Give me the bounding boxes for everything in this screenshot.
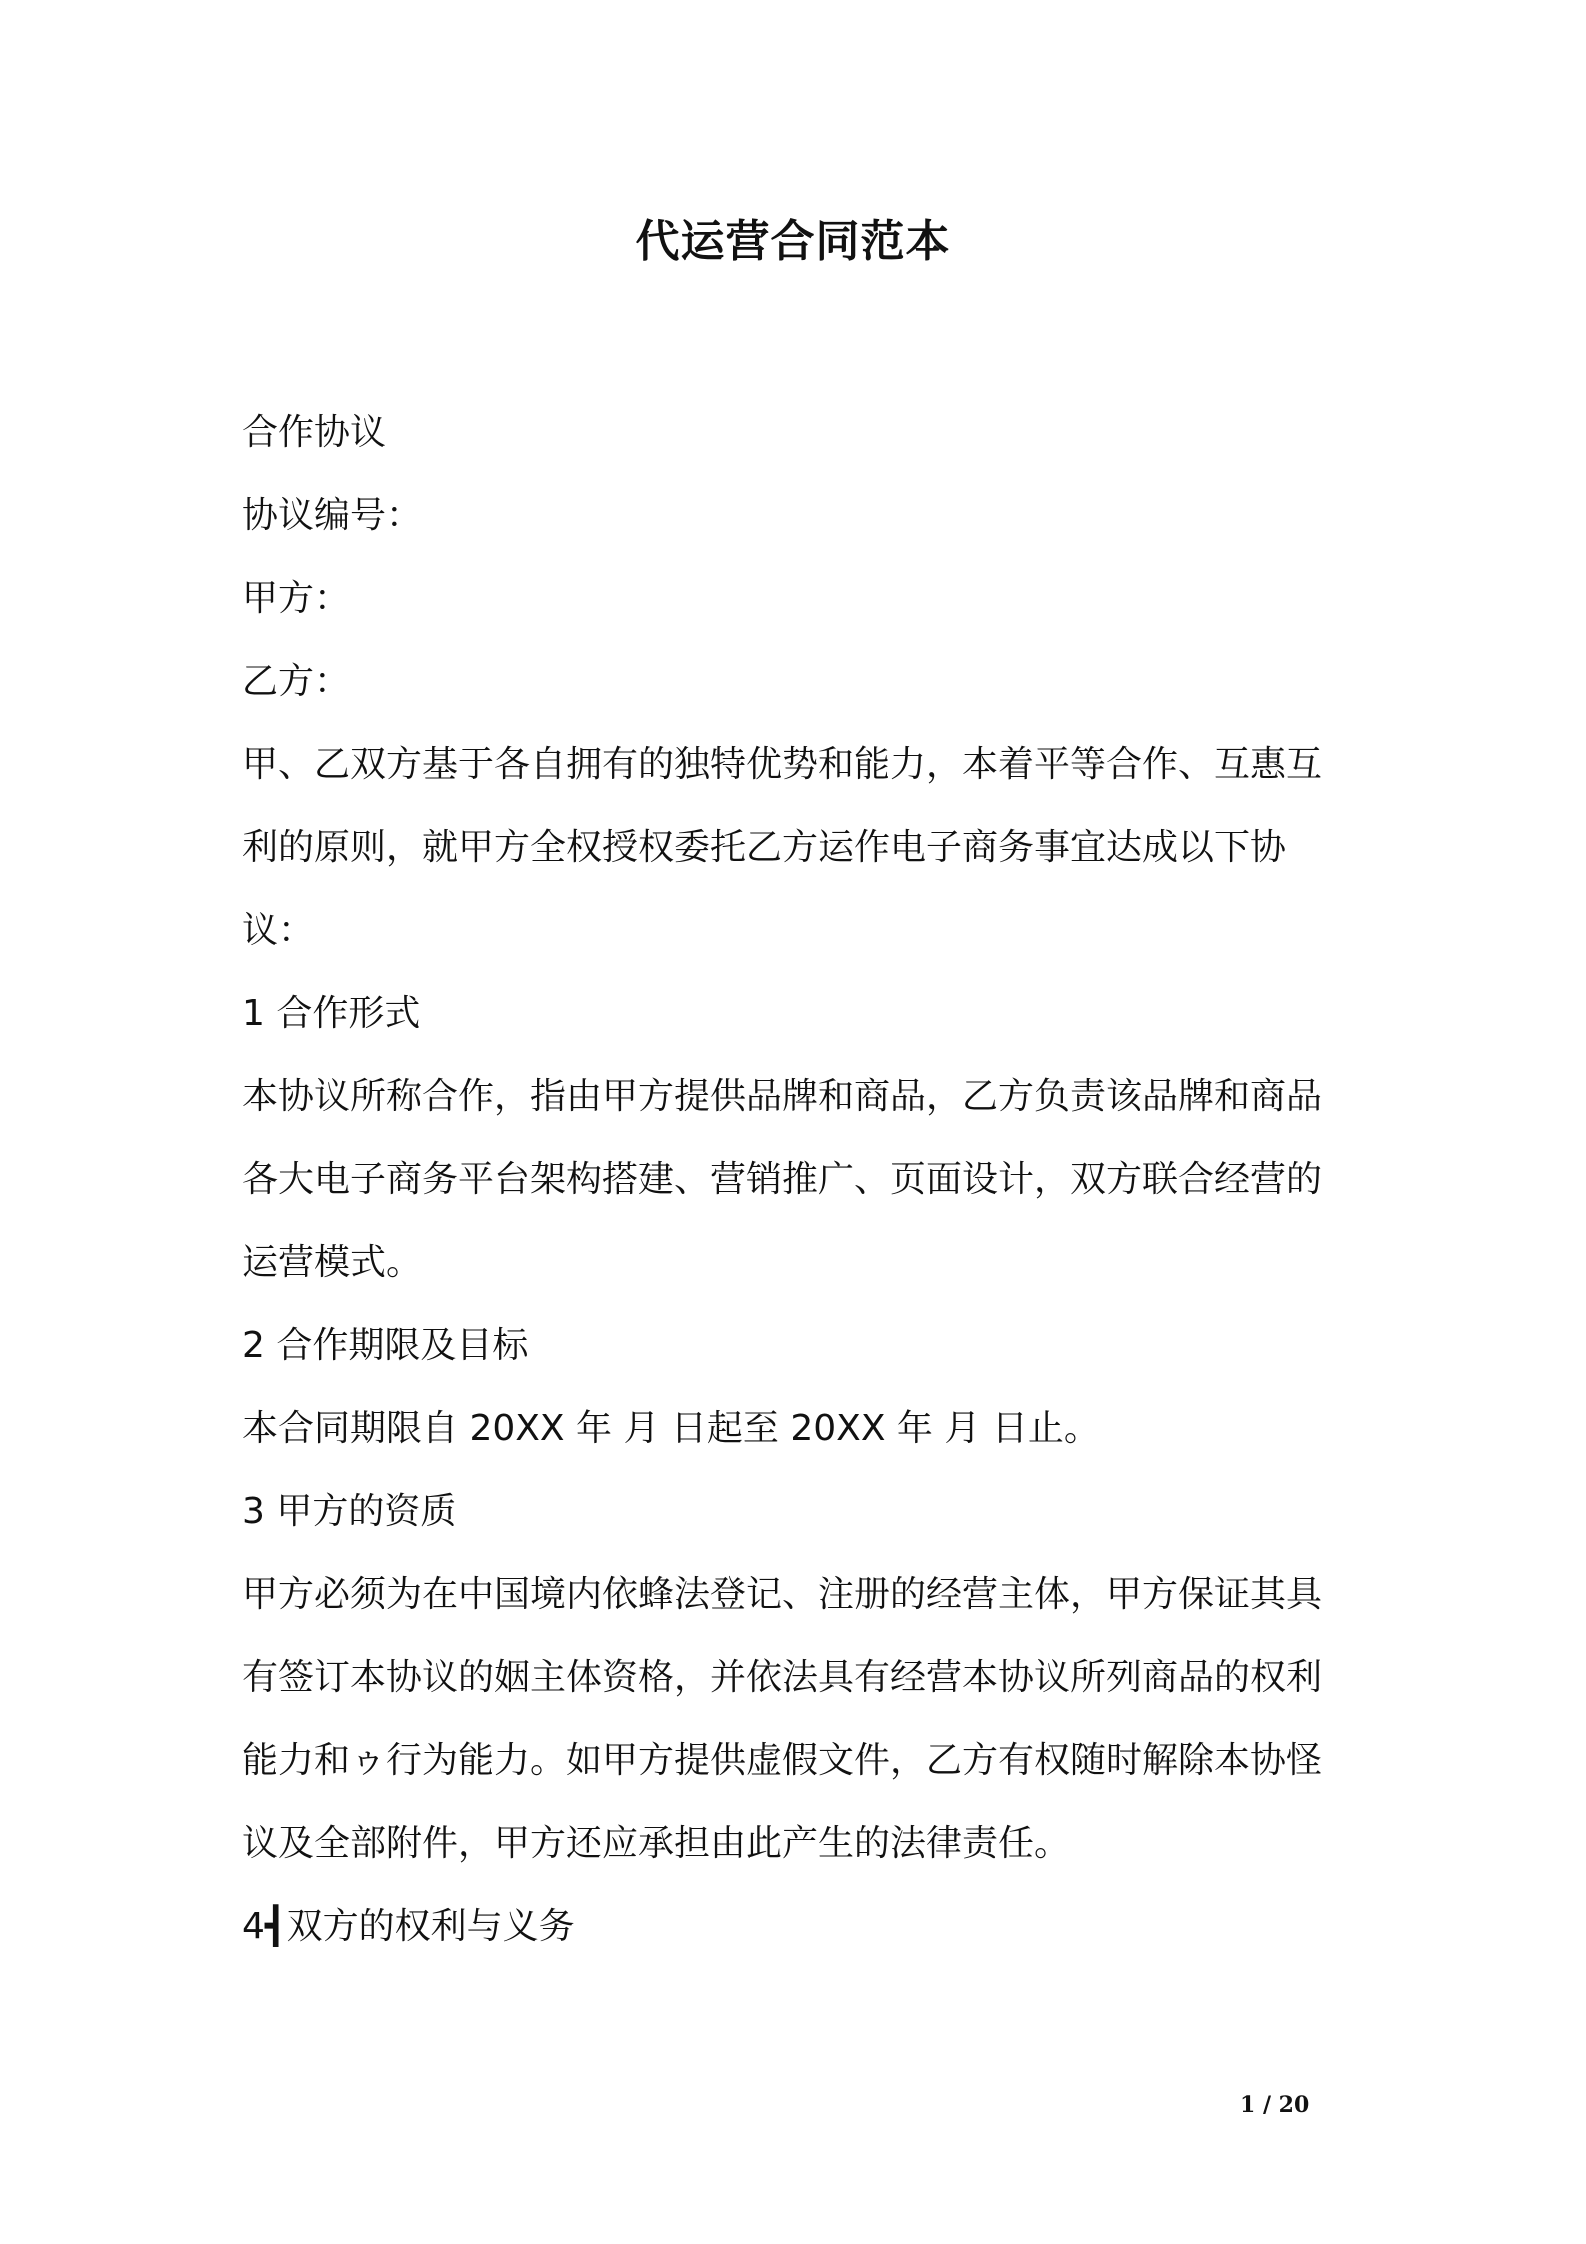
text-line-section1-3: 运营模式。 (242, 1242, 423, 1283)
text-line-section3-2: 有签订本协议的姻主体资格，并依法具有经营本协议所列商品的权利 (242, 1657, 1323, 1698)
text-line-section2-1: 本合同期限自 20XX 年 月 日起至 20XX 年 月 日止。 (242, 1408, 1100, 1449)
text-line-cooperation-agreement: 合作协议 (242, 412, 387, 453)
text-line-section3-4: 议及全部附件，甲方还应承担由此产生的法律责任。 (242, 1823, 1071, 1864)
text-line-preamble-3: 议： (242, 910, 315, 951)
text-line-party-b: 乙方： (242, 661, 351, 702)
text-line-agreement-number: 协议编号： (242, 495, 423, 536)
document-title: 代运营合同范本 (635, 216, 951, 267)
text-line-section1-2: 各大电子商务平台架构搭建、营销推广、页面设计，双方联合经营的 (242, 1159, 1323, 1200)
text-line-preamble-1: 甲、乙双方基于各自拥有的独特优势和能力，本着平等合作、互惠互 (242, 744, 1323, 785)
section-heading-4: 4┫双方的权利与义务 (242, 1906, 575, 1947)
text-line-section1-1: 本协议所称合作，指由甲方提供品牌和商品，乙方负责该品牌和商品 (242, 1076, 1323, 1117)
section-heading-1: 1 合作形式 (242, 993, 421, 1034)
text-line-party-a: 甲方： (242, 578, 351, 619)
section-heading-2: 2 合作期限及目标 (242, 1325, 529, 1366)
text-line-preamble-2: 利的原则，就甲方全权授权委托乙方运作电子商务事宜达成以下协 (242, 827, 1287, 868)
text-line-section3-3: 能力和ゥ行为能力。如甲方提供虚假文件，乙方有权随时解除本协怪 (242, 1740, 1323, 1781)
text-line-section3-1: 甲方必须为在中国境内依蜂法登记、注册的经营主体，甲方保证其具 (242, 1574, 1323, 1615)
page-number: 1 / 20 (1240, 2092, 1310, 2118)
section-heading-3: 3 甲方的资质 (242, 1491, 457, 1532)
